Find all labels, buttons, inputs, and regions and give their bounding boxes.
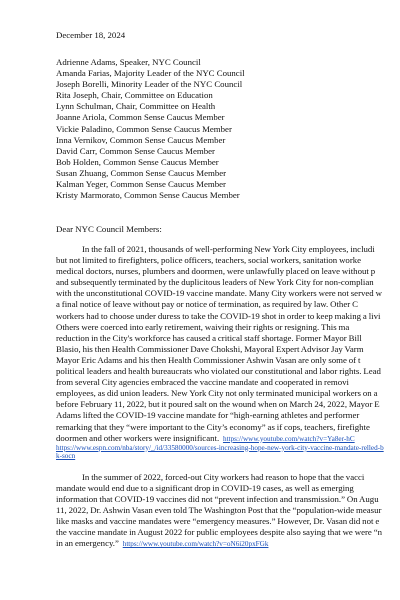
recipient-line: Inna Vernikov, Common Sense Caucus Member: [56, 134, 226, 145]
recipient-line: Kristy Marmorato, Common Sense Caucus Member: [56, 190, 240, 201]
body-line: employees, as did union leaders. New York City not only terminated municipal workers on a: [56, 388, 378, 399]
paragraph-gap: [56, 461, 400, 472]
body-line: before February 11, 2022, but it poured salt on the wound when on March 24, 2022, Mayor E: [56, 399, 380, 410]
body-line: and subsequently terminated by the duplicitous leaders of New York City for non-complian: [56, 277, 374, 288]
youtube-link[interactable]: https://www.youtube.com/watch?v=oN6i20pxFGk: [122, 540, 269, 549]
body-line: Others were coerced into early retirement, waiving their rights or resigning. This ma: [56, 321, 350, 332]
espn-link-continued[interactable]: k-socn: [56, 452, 76, 461]
body-line: Mayor Eric Adams and his then Health Commissioner Ashwin Vasan are only some of t: [56, 354, 361, 365]
letter-date: December 18, 2024: [56, 30, 126, 40]
body-line: medical doctors, nurses, plumbers and doormen, were unlawfully placed on leave without p: [56, 266, 376, 277]
youtube-link[interactable]: https://www.youtube.com/watch?v=Ya8er-hC: [222, 434, 355, 443]
body-line: from several City agencies embraced the vaccine mandate and cooperated in removi: [56, 377, 349, 388]
body-line: Adams lifted the COVID-19 vaccine mandate for “high-earning athletes and performer: [56, 410, 360, 421]
paragraph-1: [56, 244, 400, 461]
recipient-line: Kalman Yeger, Common Sense Caucus Member: [56, 179, 226, 190]
recipient-line: David Carr, Common Sense Caucus Member: [56, 145, 215, 156]
body-line: mandate would end due to a significant drop in COVID-19 cases, as well as emerging: [56, 482, 354, 493]
recipient-line: Lynn Schulman, Chair, Committee on Health: [56, 101, 216, 112]
recipient-line: Susan Zhuang, Common Sense Caucus Member: [56, 167, 227, 178]
body-line: In the summer of 2022, forced-out City workers had reason to hope that the vacci: [82, 471, 365, 482]
recipient-line: Adrienne Adams, Speaker, NYC Council: [56, 57, 201, 67]
body-line: In the fall of 2021, thousands of well-performing New York City employees, includi: [82, 244, 375, 254]
body-line-text: in an emergency.”: [56, 538, 119, 549]
recipient-line: Amanda Farias, Majority Leader of the NYC Council: [56, 68, 245, 79]
body-line: Blasio, his then Health Commissioner Dave Chokshi, Mayoral Expert Advisor Jay Varm: [56, 343, 364, 354]
recipient-line: Joanne Ariola, Common Sense Caucus Member: [56, 112, 225, 123]
recipient-line: Rita Joseph, Chair, Committee on Education: [56, 90, 213, 101]
body-line: the vaccine mandate in August 2022 for public employees despite also saying that we were “n: [56, 527, 383, 538]
espn-link[interactable]: https://www.espn.com/nba/story/_/id/33580000/sources-increasing-hope-new-york-city-vaccine-mandate-relled-b: [56, 443, 384, 452]
recipient-list: [56, 57, 245, 201]
salutation: Dear NYC Council Members:: [56, 224, 162, 234]
body-line: reduction in the City's workforce has caused a critical staff shortage. Former Mayor Bill: [56, 332, 362, 343]
paragraph-2: [56, 472, 400, 550]
body-line: [56, 538, 400, 549]
body-line: workers had to choose under duress to take the COVID-19 shot in order to keep making a livi: [56, 310, 381, 321]
body-line: remarking that they “were important to the City’s economy” as if cops, teachers, firefighte: [56, 421, 370, 432]
body-line-text: doormen and other workers were insignificant.: [56, 432, 220, 443]
letter-body: [56, 244, 400, 550]
body-line: political leaders and health bureaucrats who violated our constitutional and labor rights. Lead: [56, 366, 381, 377]
recipient-line: Bob Holden, Common Sense Caucus Member: [56, 156, 219, 167]
body-line: like masks and vaccine mandates were “emergency measures.” However, Dr. Vasan did not e: [56, 516, 380, 527]
body-line: information that COVID-19 vaccines did not “prevent infection and transmission.” On Augu: [56, 494, 379, 505]
recipient-line: Joseph Borelli, Minority Leader of the NYC Council: [56, 79, 243, 90]
body-line: but not limited to firefighters, police officers, teachers, social workers, sanitation worke: [56, 255, 362, 266]
recipient-line: Vickie Paladino, Common Sense Caucus Member: [56, 123, 232, 134]
body-line: with the unconstitutional COVID-19 vaccine mandate. Many City workers were not served w: [56, 288, 382, 299]
body-line: [56, 433, 400, 444]
body-line: a final notice of leave without pay or notice of termination, as required by law. Other C: [56, 299, 358, 310]
body-line: 11, 2022, Dr. Ashwin Vasan even told The Washington Post that the “population-wide measur: [56, 505, 382, 516]
